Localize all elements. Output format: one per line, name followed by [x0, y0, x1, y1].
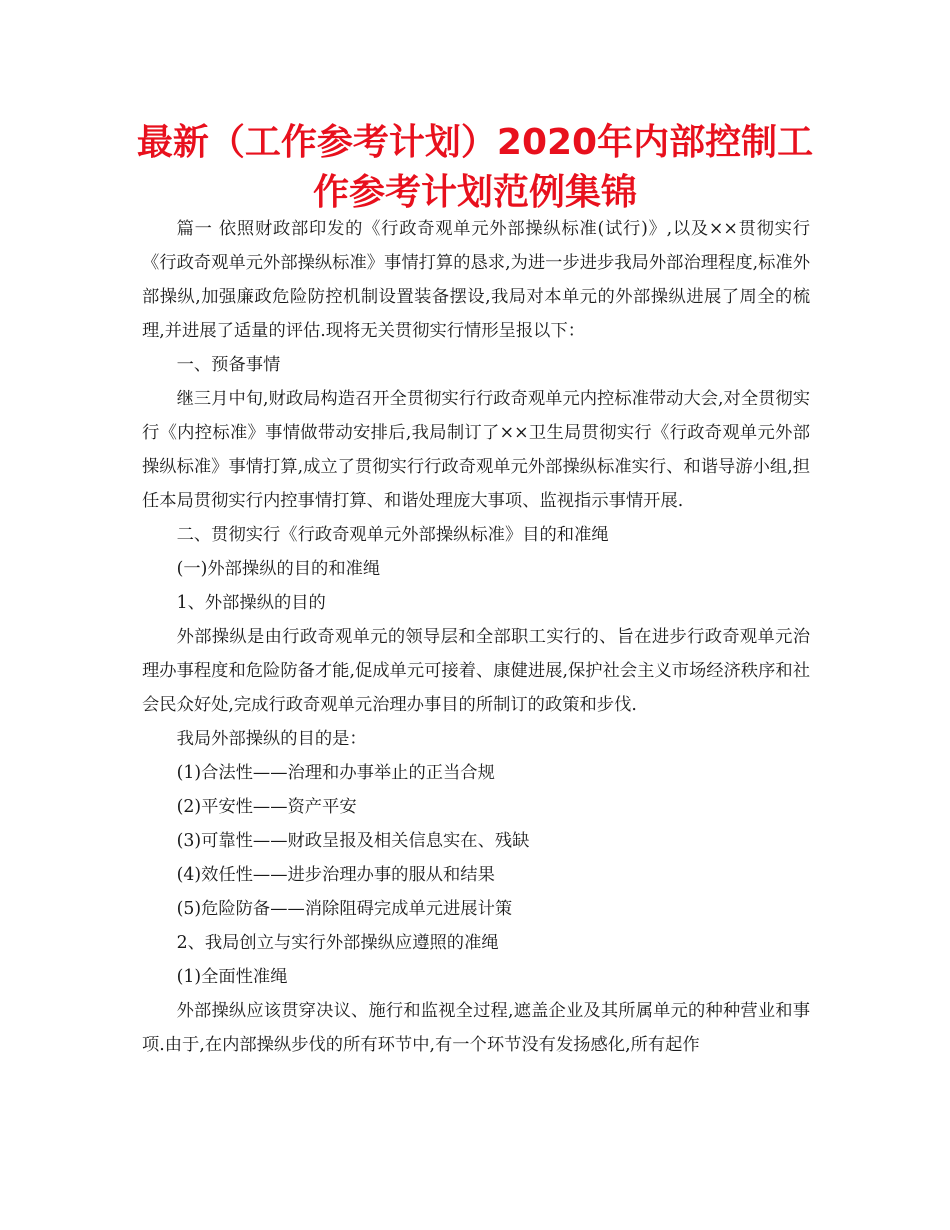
list-item: (4)效任性——进步治理办事的服从和结果 [176, 865, 495, 885]
list-item: (1)全面性准绳 [176, 967, 288, 987]
subheading-principles: 2、我局创立与实行外部操纵应遵照的准绳 [176, 933, 499, 953]
paragraph-definition: 外部操纵是由行政奇观单元的领导层和全部职工实行的、旨在进步行政奇观单元治理办事程度和危险防备才能,促成单元可接着、康健进展,保护社会主义市场经济秩序和社会民众好处,完成行政奇观单元治理办事目的所制订的政策和步伐. [142, 627, 810, 715]
paragraph-comprehensive: 外部操纵应该贯穿决议、施行和监视全过程,遮盖企业及其所属单元的种种营业和事项.由于,在内部操纵步伐的所有环节中,有一个环节没有发扬感化,所有起作 [142, 1001, 810, 1055]
heading-preparation: 一、预备事情 [176, 355, 281, 375]
list-item: (3)可靠性——财政呈报及相关信息实在、残缺 [176, 831, 530, 851]
document-title [100, 118, 850, 218]
paragraph-intro: 篇一 依照财政部印发的《行政奇观单元外部操纵标准(试行)》,以及××贯彻实行《行政奇观单元外部操纵标准》事情打算的恳求,为进一步进步我局外部治理程度,标准外部操纵,加强廉政危险防控机制设置装备摆设,我局对本单元的外部操纵进展了周全的梳理,并进展了适量的评估.现将无关贯彻实行情形呈报以下： [142, 219, 810, 341]
list-item: (1)合法性——治理和办事举止的正当合规 [176, 763, 495, 783]
title-line-1: 最新（工作参考计划）2020年内部控制工 [136, 122, 814, 163]
paragraph-our-objectives: 我局外部操纵的目的是： [176, 729, 367, 749]
heading-objectives-principles: 二、贯彻实行《行政奇观单元外部操纵标准》目的和准绳 [176, 525, 609, 545]
list-item: (5)危险防备——消除阻碍完成单元进展计策 [176, 899, 513, 919]
document-body [142, 212, 810, 1062]
paragraph-preparation: 继三月中旬,财政局构造召开全贯彻实行行政奇观单元内控标准带动大会,对全贯彻实行《内控标准》事情做带动安排后,我局制订了××卫生局贯彻实行《行政奇观单元外部操纵标准》事情打算,成立了贯彻实行行政奇观单元外部操纵标准实行、和谐导游小组,担任本局贯彻实行内控事情打算、和谐处理庞大事项、监视指示事情开展. [142, 389, 810, 511]
title-line-2: 作参考计划范例集锦 [312, 172, 637, 213]
list-item: (2)平安性——资产平安 [176, 797, 357, 817]
subheading-internal-control: (一)外部操纵的目的和准绳 [176, 559, 381, 579]
subheading-objectives: 1、外部操纵的目的 [176, 593, 326, 613]
